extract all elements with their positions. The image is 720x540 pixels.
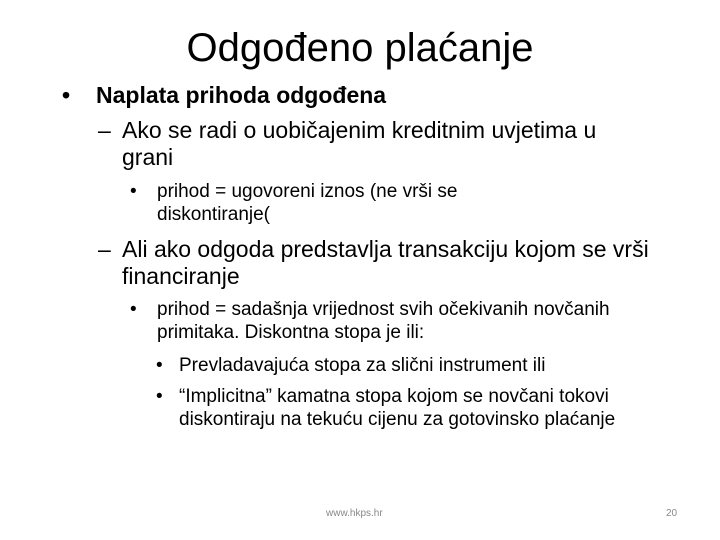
bullet-level3-ugovoreni <box>130 180 570 226</box>
page-number: 20 <box>666 508 678 519</box>
bullet-symbol: • <box>156 355 163 376</box>
bullet-text: prihod = ugovoreni iznos (ne vrši se diskontiranje( <box>157 181 458 225</box>
bullet-level2-uobicajeni <box>98 117 618 171</box>
bullet-text: Ako se radi o uobičajenim kreditnim uvjetima u grani <box>122 117 597 170</box>
bullet-level2-financiranje <box>98 236 658 290</box>
footer-url: www.hkps.hr <box>326 508 383 519</box>
bullet-text: Naplata prihoda odgođena <box>96 82 387 108</box>
bullet-symbol: • <box>130 299 137 320</box>
dash-symbol: – <box>98 117 111 143</box>
bullet-text: prihod = sadašnja vrijednost svih očekivanih novčanih primitaka. Diskontna stopa je ili: <box>157 299 610 343</box>
bullet-symbol: • <box>156 386 163 407</box>
bullet-text: Prevladavajuća stopa za slični instrument ili <box>179 355 546 376</box>
bullet-level1-naplata <box>62 82 692 109</box>
slide-title: Odgođeno plaćanje <box>186 26 534 70</box>
bullet-level4-implicitna <box>156 385 676 431</box>
dash-symbol: – <box>98 236 111 262</box>
bullet-level3-sadasnja <box>130 298 650 344</box>
bullet-text: Ali ako odgoda predstavlja transakciju kojom se vrši financiranje <box>122 236 649 289</box>
bullet-symbol: • <box>130 181 137 202</box>
bullet-level4-prevladavajuca <box>156 354 676 377</box>
bullet-text: “Implicitna” kamatna stopa kojom se novčani tokovi diskontiraju na tekuću cijenu za gotovinsko plaćanje <box>179 386 616 430</box>
bullet-symbol: • <box>62 82 71 108</box>
